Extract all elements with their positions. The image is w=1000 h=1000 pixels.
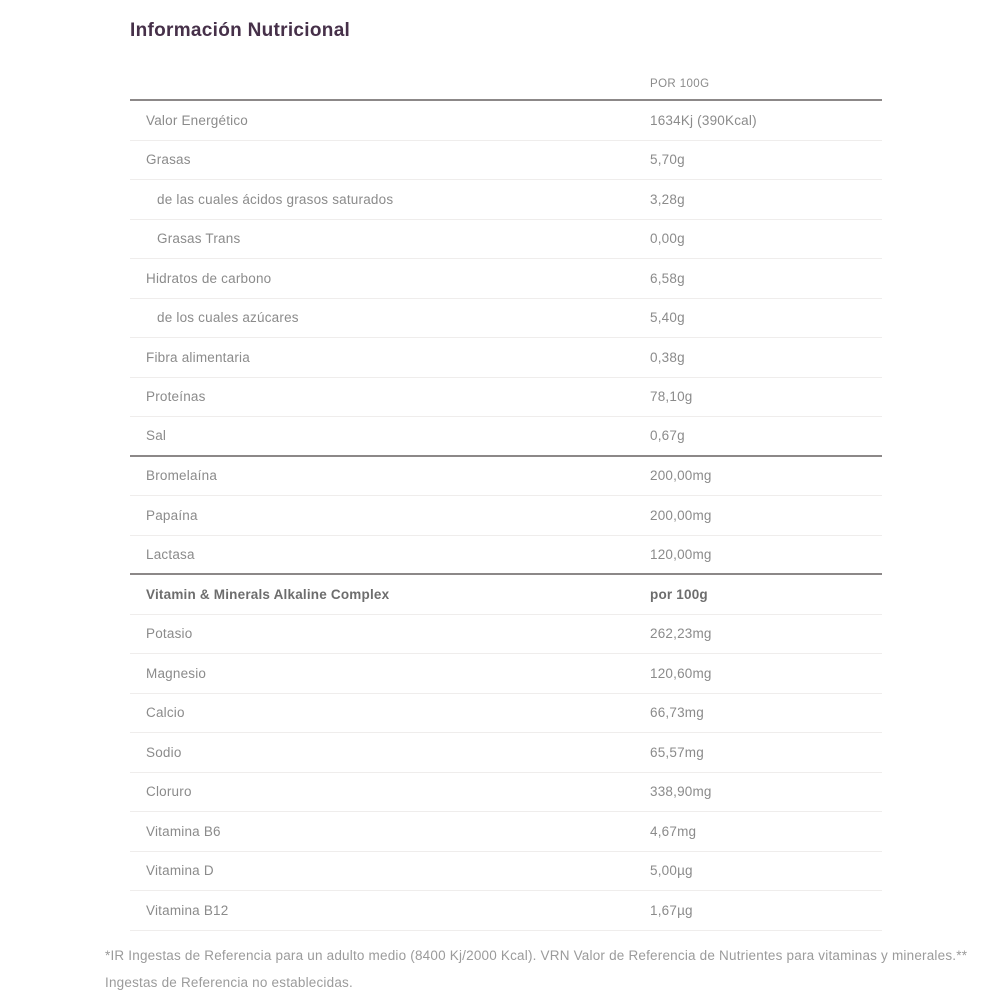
row-label: Fibra alimentaria xyxy=(146,349,250,365)
row-value: 200,00mg xyxy=(650,468,712,484)
row-label: Magnesio xyxy=(146,665,207,681)
row-value: 5,00µg xyxy=(650,863,693,879)
row-label: Papaína xyxy=(146,507,198,523)
row-label: Sal xyxy=(146,428,167,444)
row-value: 262,23mg xyxy=(650,626,712,642)
row-label: de las cuales ácidos grasos saturados xyxy=(157,191,394,207)
table-row xyxy=(130,101,882,141)
column-header-per-100g: POR 100G xyxy=(650,78,710,90)
row-label: Calcio xyxy=(146,705,185,721)
table-row xyxy=(130,299,882,339)
row-label: Proteínas xyxy=(146,389,206,405)
row-label: Vitamin & Minerals Alkaline Complex xyxy=(146,586,390,602)
row-label: Valor Energético xyxy=(146,112,249,128)
table-row xyxy=(130,615,882,655)
table-row xyxy=(130,891,882,931)
row-label: Grasas Trans xyxy=(157,231,241,247)
row-value: 1634Kj (390Kcal) xyxy=(650,112,757,128)
row-value: 0,00g xyxy=(650,231,685,247)
row-label: Vitamina B12 xyxy=(146,902,229,918)
row-label: Vitamina B6 xyxy=(146,823,221,839)
table-row xyxy=(130,457,882,497)
table-header-row xyxy=(130,64,882,101)
row-value: 120,60mg xyxy=(650,665,712,681)
row-label: Bromelaína xyxy=(146,468,218,484)
row-value: 6,58g xyxy=(650,270,685,286)
row-value: 78,10g xyxy=(650,389,693,405)
row-value: 1,67µg xyxy=(650,902,693,918)
nutrition-table xyxy=(130,64,882,931)
row-value: 200,00mg xyxy=(650,507,712,523)
table-row xyxy=(130,180,882,220)
table-row xyxy=(130,417,882,457)
row-value: 338,90mg xyxy=(650,784,712,800)
row-value: 5,70g xyxy=(650,152,685,168)
table-row xyxy=(130,536,882,576)
table-row xyxy=(130,378,882,418)
row-label: Vitamina D xyxy=(146,863,214,879)
reference-footnote: *IR Ingestas de Referencia para un adulto medio (8400 Kj/2000 Kcal). VRN Valor de Referencia de Nutrientes para vitaminas y minerales.** Ingestas de Referencia no establecidas. xyxy=(105,948,968,990)
row-value: 5,40g xyxy=(650,310,685,326)
row-label: Cloruro xyxy=(146,784,192,800)
row-label: Lactasa xyxy=(146,546,195,562)
row-value: por 100g xyxy=(650,586,708,602)
page-title: Información Nutricional xyxy=(130,20,351,41)
table-row xyxy=(130,575,882,615)
row-value: 4,67mg xyxy=(650,823,697,839)
row-value: 3,28g xyxy=(650,191,685,207)
row-label: Hidratos de carbono xyxy=(146,270,272,286)
nutrition-panel xyxy=(130,20,882,931)
table-row xyxy=(130,496,882,536)
row-value: 66,73mg xyxy=(650,705,704,721)
row-label: de los cuales azúcares xyxy=(157,310,299,326)
table-row xyxy=(130,694,882,734)
row-label: Potasio xyxy=(146,626,193,642)
table-row xyxy=(130,773,882,813)
row-label: Grasas xyxy=(146,152,191,168)
row-value: 0,67g xyxy=(650,428,685,444)
table-row xyxy=(130,654,882,694)
row-value: 120,00mg xyxy=(650,546,712,562)
table-row xyxy=(130,259,882,299)
table-row xyxy=(130,338,882,378)
table-row xyxy=(130,733,882,773)
row-label: Sodio xyxy=(146,744,182,760)
table-row xyxy=(130,812,882,852)
table-row xyxy=(130,141,882,181)
nutrition-table-body xyxy=(130,101,882,931)
row-value: 0,38g xyxy=(650,349,685,365)
table-row xyxy=(130,852,882,892)
row-value: 65,57mg xyxy=(650,744,704,760)
table-row xyxy=(130,220,882,260)
